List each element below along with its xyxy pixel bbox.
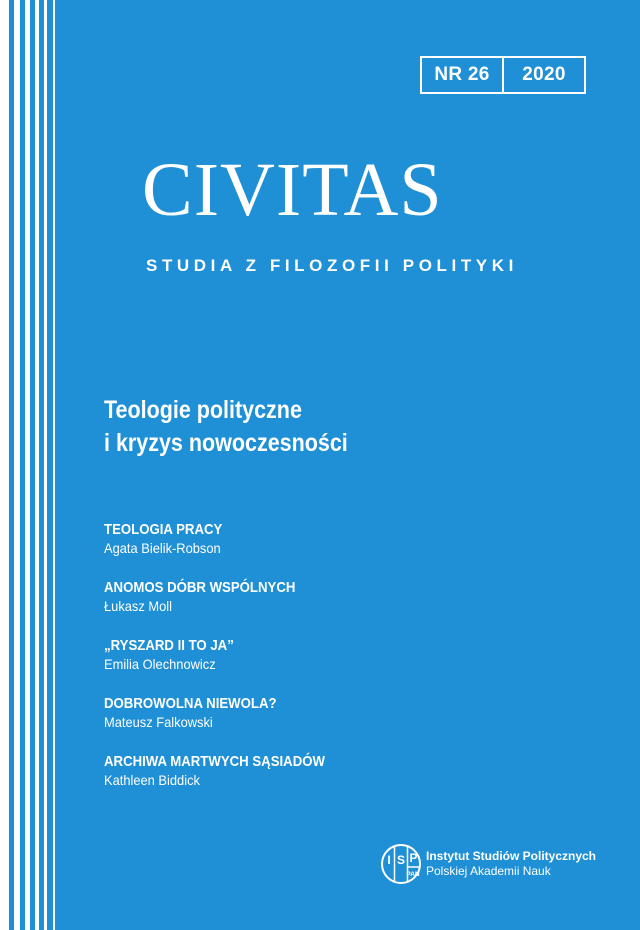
table-of-contents xyxy=(104,520,564,810)
toc-article-title: TEOLOGIA PRACY xyxy=(104,521,223,538)
toc-article-author: Mateusz Falkowski xyxy=(104,714,213,730)
issue-number: NR 26 xyxy=(434,64,490,85)
toc-article-title: „RYSZARD II TO JA” xyxy=(104,637,234,654)
toc-article-author: Łukasz Moll xyxy=(104,598,173,614)
toc-item xyxy=(104,578,564,636)
logo-letter-i: I xyxy=(387,853,391,867)
journal-title: CIVITAS xyxy=(142,148,443,232)
publisher-line-2: Polskiej Akademii Nauk xyxy=(426,864,551,878)
toc-item xyxy=(104,520,564,578)
toc-article-author: Emilia Olechnowicz xyxy=(104,656,216,672)
logo-letter-s: S xyxy=(396,853,406,867)
issue-year: 2020 xyxy=(522,64,566,85)
stripe xyxy=(53,0,55,930)
stripe xyxy=(25,0,30,930)
publisher-name xyxy=(426,849,596,879)
toc-article-title: ANOMOS DÓBR WSPÓLNYCH xyxy=(104,579,296,596)
publisher xyxy=(380,843,596,885)
logo-letters-pan: PAN xyxy=(406,871,420,878)
stripe xyxy=(44,0,47,930)
stripe xyxy=(0,0,9,930)
isp-pan-logo-icon xyxy=(380,843,422,885)
toc-item xyxy=(104,636,564,694)
toc-item xyxy=(104,694,564,752)
decorative-stripes xyxy=(0,0,70,930)
issue-box xyxy=(420,56,586,94)
issue-theme-line-1: Teologie polityczne xyxy=(104,396,302,424)
stripe xyxy=(14,0,20,930)
toc-article-author: Agata Bielik-Robson xyxy=(104,540,221,556)
toc-item xyxy=(104,752,564,810)
issue-theme xyxy=(104,394,500,460)
logo-letter-p: P xyxy=(409,851,418,865)
toc-article-author: Kathleen Biddick xyxy=(104,772,200,788)
toc-article-title: ARCHIWA MARTWYCH SĄSIADÓW xyxy=(104,753,325,770)
stripe xyxy=(35,0,39,930)
issue-theme-line-2: i kryzys nowoczesności xyxy=(104,429,348,457)
publisher-line-1: Instytut Studiów Politycznych xyxy=(426,849,597,863)
toc-article-title: DOBROWOLNA NIEWOLA? xyxy=(104,695,277,712)
journal-subtitle: STUDIA Z FILOZOFII POLITYKI xyxy=(146,256,518,275)
